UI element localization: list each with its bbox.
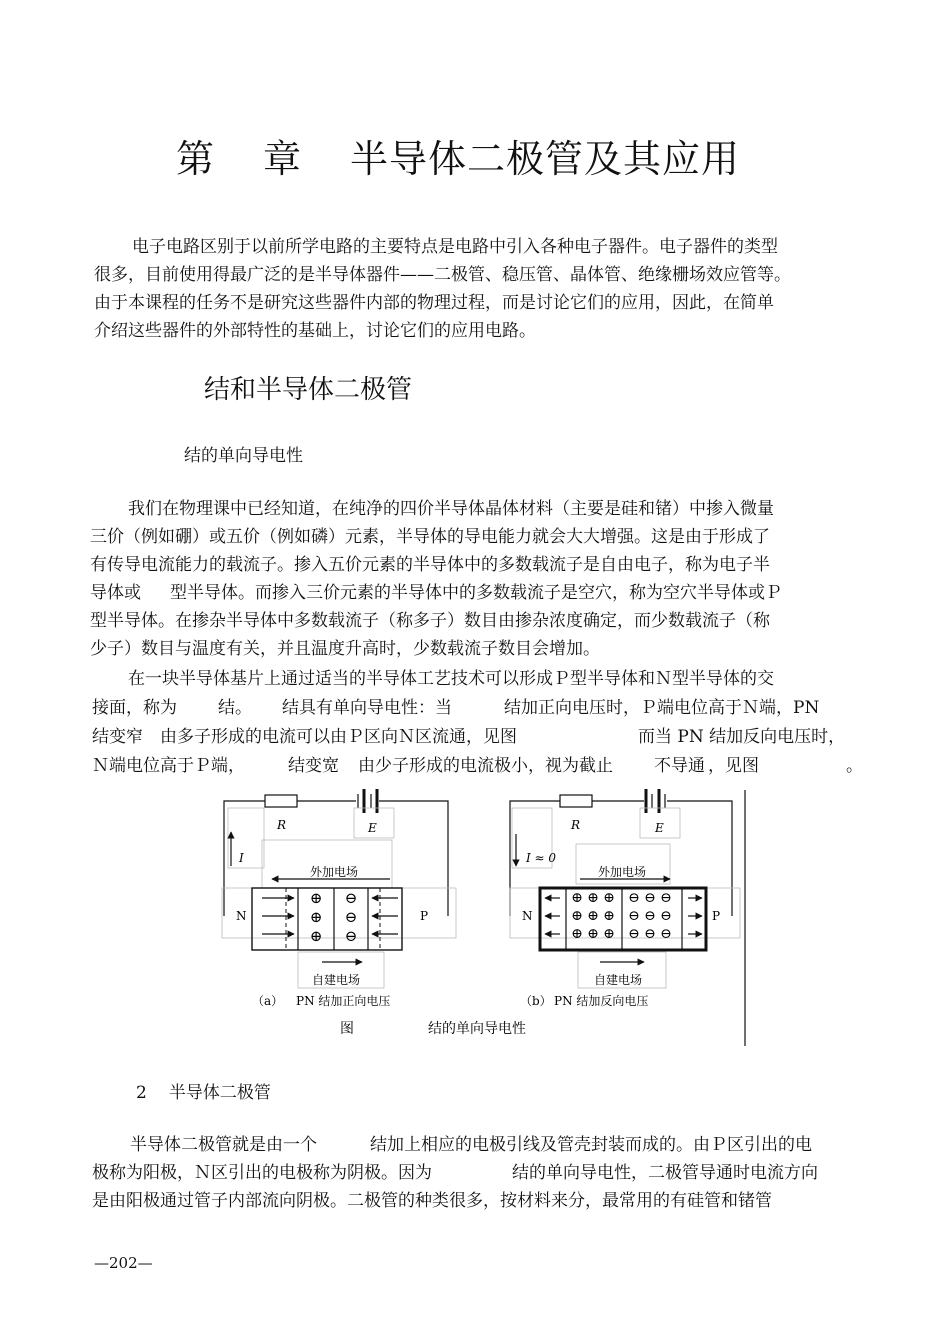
label-current-a: I — [239, 851, 244, 865]
para3-line-1b: 结加上相应的电极引线及管壳封装而成的。由Ｐ区引出的电 — [370, 1135, 812, 1155]
para1-line-5: 型半导体。在掺杂半导体中多数载流子（称多子）数目由掺杂浓度确定，而少数载流子（称 — [90, 611, 770, 631]
para3-line-3: 是由阳极通过管子内部流向阴极。二极管的种类很多，按材料来分，最常用的有硅管和锗管 — [92, 1191, 772, 1211]
para2-line-2b: 结。 — [218, 698, 252, 718]
label-p-a: P — [420, 909, 429, 923]
label-n-b: N — [522, 909, 533, 923]
panel-b-reverse-bias — [510, 789, 740, 1008]
label-e-b: E — [655, 821, 664, 835]
battery-b — [646, 789, 665, 813]
figure-label: 图 — [340, 1021, 354, 1037]
para2-line-2d: 结加正向电压时，Ｐ端电位高于Ｎ端，PN — [504, 698, 820, 718]
label-builtin-field-b: 自建电场 — [594, 973, 643, 987]
panel-a-forward-bias — [222, 789, 456, 1008]
svg-text:⊕: ⊕ — [571, 890, 583, 906]
figure-title: 结的单向导电性 — [428, 1021, 526, 1037]
svg-text:⊖: ⊖ — [660, 908, 672, 924]
svg-text:⊖: ⊖ — [344, 927, 358, 945]
intro-line-1: 电子电路区别于以前所学电路的主要特点是电路中引入各种电子器件。电子器件的类型 — [132, 237, 778, 257]
para2-line-4c: 由少子形成的电流极小，视为截止 — [358, 756, 613, 776]
svg-text:⊕: ⊕ — [309, 908, 323, 926]
subsection-title-1: 结的单向导电性 — [184, 446, 303, 466]
junction-block-b — [540, 888, 706, 950]
subsection-2-title: 半导体二极管 — [168, 1083, 271, 1103]
para2-line-4a: Ｎ端电位高于Ｐ端， — [92, 756, 245, 776]
svg-text:⊕: ⊕ — [571, 908, 583, 924]
svg-text:⊖: ⊖ — [660, 890, 672, 906]
intro-line-3: 由于本课程的任务不是研究这些器件内部的物理过程，而是讨论它们的应用，因此，在简单 — [94, 293, 774, 313]
svg-text:⊕: ⊕ — [571, 926, 583, 942]
intro-line-4: 介绍这些器件的外部特性的基础上，讨论它们的应用电路。 — [94, 321, 536, 341]
page-number: —202— — [94, 1254, 153, 1272]
svg-text:⊖: ⊖ — [344, 908, 358, 926]
svg-text:⊖: ⊖ — [344, 889, 358, 907]
para1-line-4a: 导体或 — [90, 583, 141, 603]
label-e-a: E — [368, 821, 377, 835]
caption-a: PN 结加正向电压 — [296, 994, 391, 1008]
label-builtin-field-a: 自建电场 — [312, 973, 361, 987]
svg-text:⊕: ⊕ — [587, 890, 599, 906]
para2-line-4e: ，见图 — [708, 756, 759, 776]
para1-line-4b: 型半导体。而掺入三价元素的半导体中的多数载流子是空穴，称为空穴半导体或Ｐ — [170, 583, 782, 603]
intro-line-2: 很多，目前使用得最广泛的是半导体器件——二极管、稳压管、晶体管、绝缘栅场效应管等。 — [94, 265, 791, 285]
para2-line-4d: 不导通 — [654, 756, 705, 776]
para1-line-6: 少子）数目与温度有关，并且温度升高时，少数载流子数目会增加。 — [90, 639, 600, 659]
battery-a — [358, 789, 377, 813]
resistor-a — [265, 795, 297, 807]
svg-text:⊖: ⊖ — [644, 890, 656, 906]
chapter-prefix: 第 — [176, 137, 216, 181]
para2-line-3a: 结变窄 — [92, 727, 143, 747]
svg-text:⊖: ⊖ — [628, 926, 640, 942]
svg-text:⊕: ⊕ — [587, 926, 599, 942]
resistor-b — [560, 795, 592, 807]
para2-line-1: 在一块半导体基片上通过适当的半导体工艺技术可以形成Ｐ型半导体和Ｎ型半导体的交 — [128, 669, 774, 689]
label-r-b: R — [571, 818, 581, 832]
label-current-b: I ≈ 0 — [526, 851, 557, 865]
svg-text:⊖: ⊖ — [628, 890, 640, 906]
label-external-field-b: 外加电场 — [598, 865, 647, 879]
svg-text:⊖: ⊖ — [660, 926, 672, 942]
chapter-name: 半导体二极管及其应用 — [350, 137, 741, 181]
svg-text:⊖: ⊖ — [644, 926, 656, 942]
label-r-a: R — [277, 818, 287, 832]
svg-text:⊕: ⊕ — [587, 908, 599, 924]
para3-line-2a: 极称为阳极，Ｎ区引出的电极称为阴极。因为 — [92, 1163, 432, 1183]
para2-line-3b: 由多子形成的电流可以由Ｐ区向Ｎ区流通，见图 — [160, 727, 517, 747]
para1-line-1: 我们在物理课中已经知道，在纯净的四价半导体晶体材料（主要是硅和锗）中掺入微量 — [128, 499, 774, 519]
caption-a-prefix: （a） — [252, 994, 284, 1008]
label-external-field-a: 外加电场 — [310, 865, 359, 879]
svg-text:⊕: ⊕ — [309, 927, 323, 945]
para1-line-2: 三价（例如硼）或五价（例如磷）元素，半导体的导电能力就会大大增强。这是由于形成了 — [90, 527, 770, 547]
svg-text:⊕: ⊕ — [309, 889, 323, 907]
para2-line-2c: 结具有单向导电性：当 — [282, 698, 452, 718]
caption-b-prefix: （b） — [520, 994, 552, 1008]
label-n-a: N — [236, 909, 247, 923]
section-title: 结和半导体二极管 — [204, 375, 413, 405]
subsection-2-number: 2 — [136, 1083, 147, 1103]
para2-line-4b: 结变宽 — [288, 756, 339, 776]
chapter-middle: 章 — [263, 137, 303, 181]
para3-line-2b: 结的单向导电性，二极管导通时电流方向 — [512, 1163, 818, 1183]
para1-line-3: 有传导电流能力的载流子。掺入五价元素的半导体中的多数载流子是自由电子，称为电子半 — [90, 555, 770, 575]
subsection-title-2 — [136, 1078, 271, 1103]
para2-line-2a: 接面，称为 — [92, 698, 177, 718]
svg-text:⊖: ⊖ — [644, 908, 656, 924]
svg-text:⊕: ⊕ — [603, 890, 615, 906]
para3-line-1a: 半导体二极管就是由一个 — [130, 1135, 317, 1155]
svg-text:⊕: ⊕ — [603, 926, 615, 942]
para2-line-4f: 。 — [846, 756, 863, 776]
caption-b: PN 结加反向电压 — [554, 994, 649, 1008]
label-p-b: P — [712, 909, 721, 923]
svg-text:⊕: ⊕ — [603, 908, 615, 924]
para2-line-3c: 而当 PN 结加反向电压时， — [638, 727, 846, 747]
svg-text:⊖: ⊖ — [628, 908, 640, 924]
